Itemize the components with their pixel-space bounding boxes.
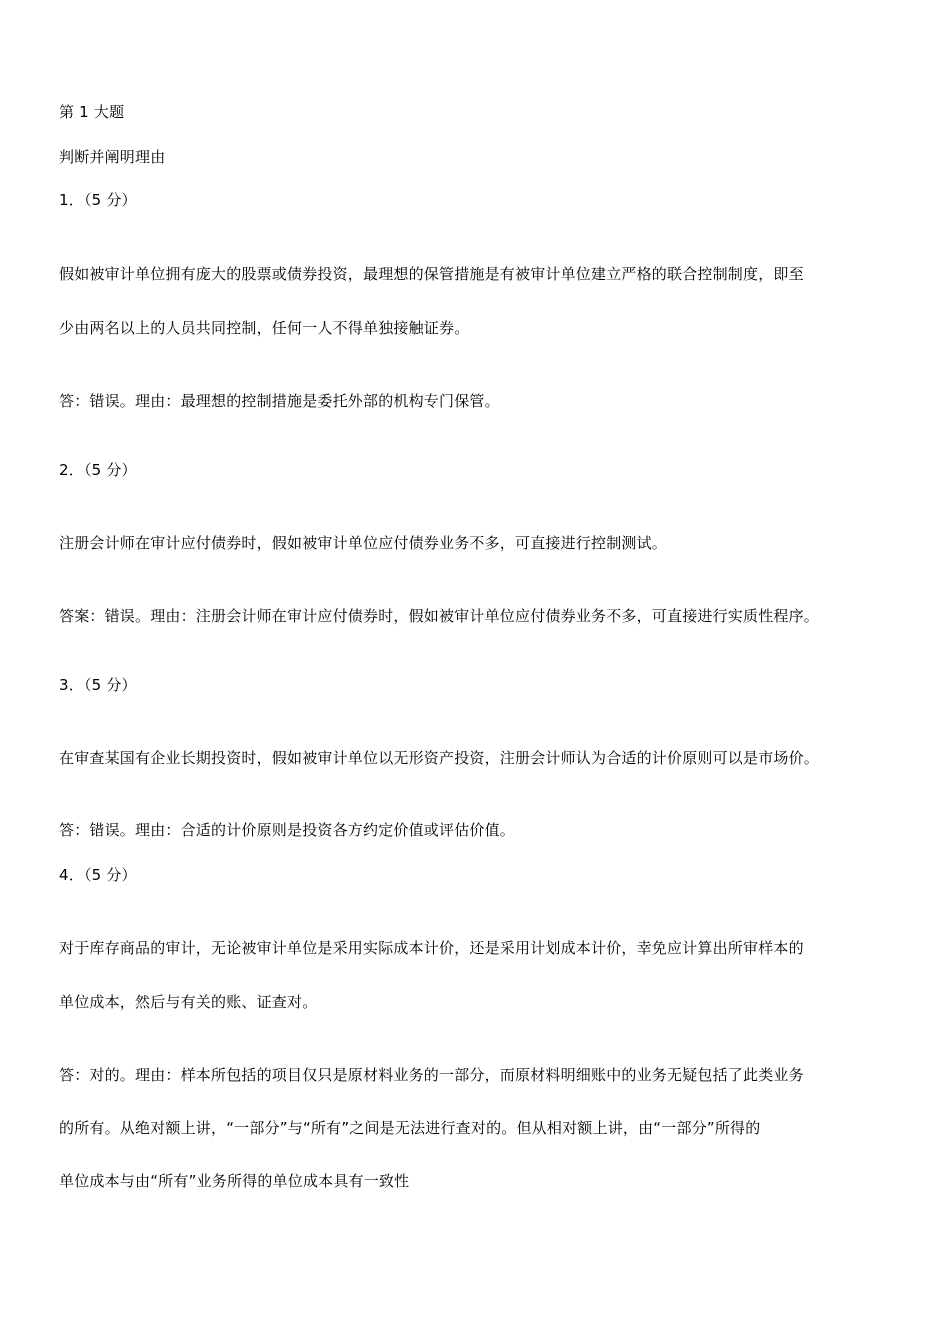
question-4-statement-line-1: 对于库存商品的审计，无论被审计单位是采用实际成本计价，还是采用计划成本计价，幸免应计算出所审样本的: [59, 939, 804, 957]
question-4-answer-line-2: 的所有。从绝对额上讲，“一部分”与“所有”之间是无法进行查对的。但从相对额上讲，由“一部分”所得的: [59, 1119, 761, 1137]
question-1-statement-line-1: 假如被审计单位拥有庞大的股票或债券投资，最理想的保管措施是有被审计单位建立严格的联合控制制度，即至: [59, 265, 804, 283]
question-4-number: 4．（5 分）: [59, 866, 137, 884]
question-2-statement-line-1: 注册会计师在审计应付债券时，假如被审计单位应付债券业务不多，可直接进行控制测试。: [59, 534, 668, 552]
section-title: 第 1 大题: [59, 103, 125, 121]
question-4-answer-line-3: 单位成本与由“所有”业务所得的单位成本具有一致性: [59, 1172, 410, 1190]
question-3-number: 3．（5 分）: [59, 676, 137, 694]
question-1-number: 1．（5 分）: [59, 191, 137, 209]
section-subtitle: 判断并阐明理由: [59, 148, 166, 166]
question-3-answer-line-1: 答：错误。理由：合适的计价原则是投资各方约定价值或评估价值。: [59, 821, 516, 839]
question-1-answer-line-1: 答：错误。理由：最理想的控制措施是委托外部的机构专门保管。: [59, 392, 500, 410]
question-1-statement-line-2: 少由两名以上的人员共同控制，任何一人不得单独接触证券。: [59, 319, 470, 337]
question-2-answer-line-1: 答案：错误。理由：注册会计师在审计应付债券时，假如被审计单位应付债券业务不多，可直接进行实质性程序。: [59, 607, 820, 625]
question-4-statement-line-2: 单位成本，然后与有关的账、证查对。: [59, 993, 318, 1011]
question-3-statement-line-1: 在审查某国有企业长期投资时，假如被审计单位以无形资产投资，注册会计师认为合适的计价原则可以是市场价。: [59, 749, 820, 767]
question-4-answer-line-1: 答：对的。理由：样本所包括的项目仅只是原材料业务的一部分，而原材料明细账中的业务无疑包括了此类业务: [59, 1066, 804, 1084]
question-2-number: 2．（5 分）: [59, 461, 137, 479]
